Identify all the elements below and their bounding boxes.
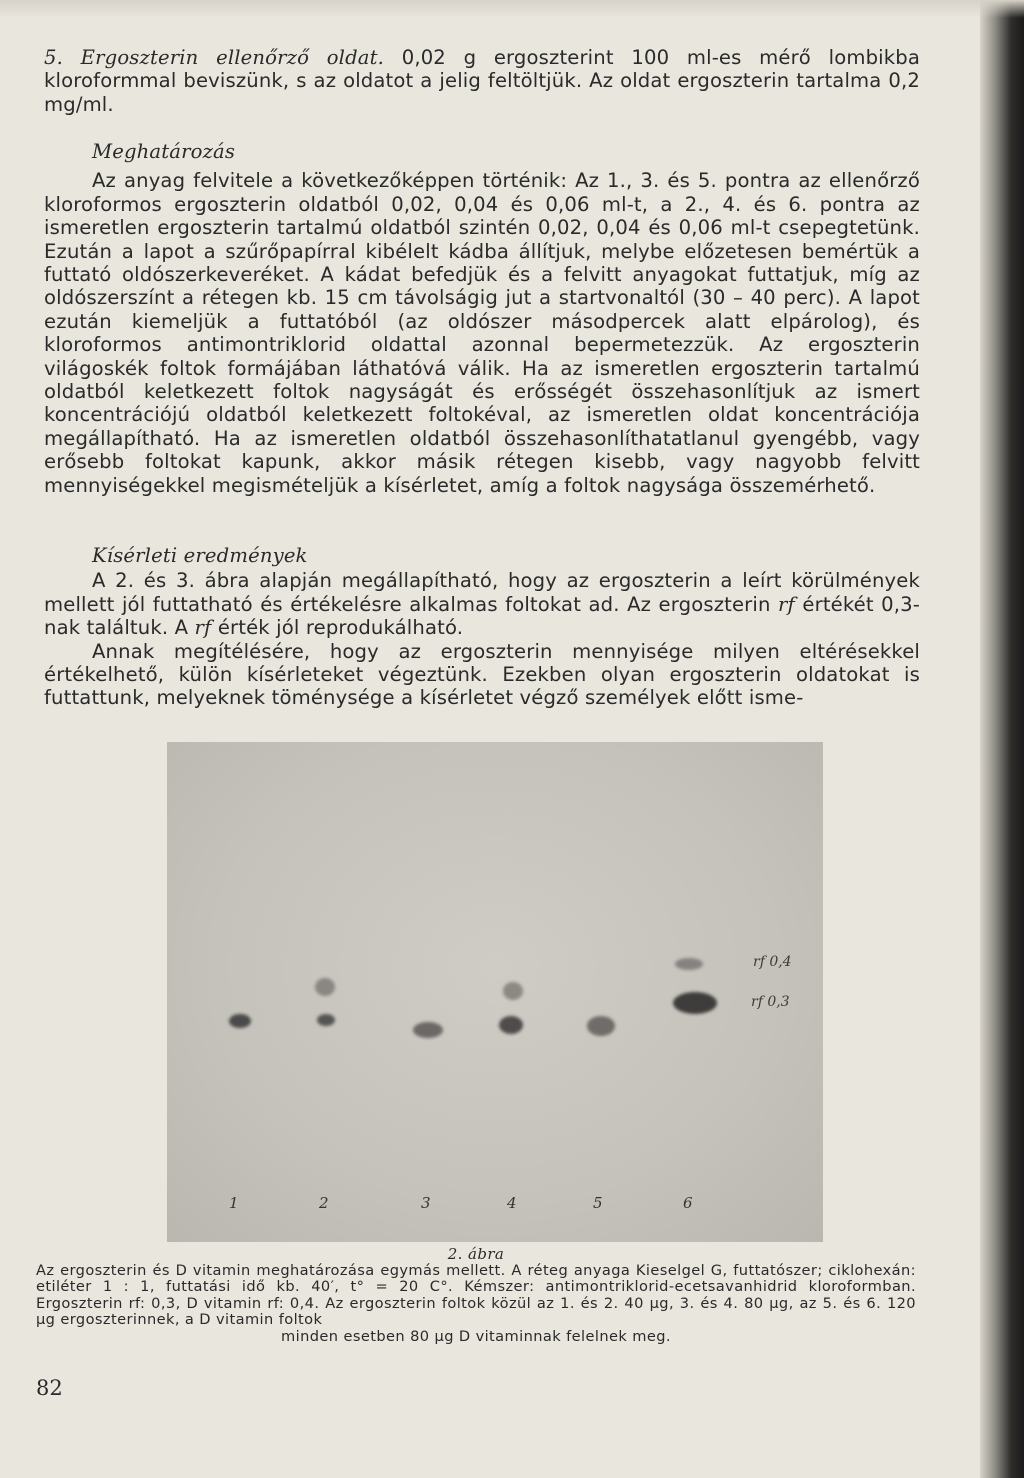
determination-paragraph: Az anyag felvitele a következőképpen történik: Az 1., 3. és 5. pontra az ellenőrző kloroformos ergoszterin oldatból 0,02, 0,04 és 0,06 ml-t, a 2., 4. és 6. pontra az ismeretlen ergoszterin tartalmú oldatból szintén 0,02, 0,04 és 0,06 ml-t csepegtetünk. Ezután a lapot a szűrőpapírral kibélelt kádba állítjuk, melybe előzetesen bemértük a futtató oldószerkeveréket. A kádat befedjük és a felvitt anyagokat futtatjuk, míg az oldószerszínt a rétegen kb. 15 cm távolságig jut a startvonaltól (30 – 40 perc). A lapot ezután kiemeljük a futtatóból (az oldószer másodpercek alatt elpárolog), és kloroformos antimontriklorid oldattal azonnal bepermetezzük. Az ergoszterin világoskék foltok formájában láthatóvá válik. Ha az ismeretlen ergoszterin tartalmú oldatból keletkezett foltok nagyságát és erősségét összehasonlítjuk az ismert koncentrációjú oldatból keletkezett foltokéval, az ismeretlen oldat koncentrációja megállapítható. Ha az ismeretlen oldatból összehasonlíthatatlanul gyengébb, vagy erősebb foltokat kapunk, akkor másik rétegen kisebb, vagy nagyobb felvitt mennyiségekkel megismételjük a kísérletet, amíg a foltok nagysága összemérhető.	[44, 169, 920, 497]
tlc-plate-photo	[167, 742, 823, 1242]
results-heading: Kísérleti eredmények	[92, 544, 308, 567]
spot-lane-5-ergosterol	[587, 1016, 615, 1036]
page-top-shade	[0, 0, 1024, 18]
book-spine-shadow	[980, 0, 1024, 1478]
spot-lane-4-vitamin-d	[503, 982, 523, 1000]
page-number: 82	[36, 1376, 63, 1400]
lane-label: 3	[421, 1194, 431, 1212]
rf-label-0-4: rf 0,4	[753, 954, 792, 970]
spot-lane-3-ergosterol	[413, 1022, 443, 1038]
results-paragraph-1	[44, 569, 920, 639]
rf-symbol: rf	[194, 616, 212, 640]
figure-caption-body: Az ergoszterin és D vitamin meghatározása egymás mellett. A réteg anyaga Kieselgel G, futtatószer; ciklohexán: etiléter 1 : 1, futtatási idő kb. 40′, t° = 20 C°. Kémszer: antimontriklorid-ecetsavanhidrid kloroformban. Ergoszterin rf: 0,3, D vitamin rf: 0,4. Az ergoszterin foltok közül az 1. és 2. 40 μg, 3. és 4. 80 μg, az 5. és 6. 120 μg ergoszterinnek, a D vitamin foltok	[36, 1261, 916, 1328]
results-p1-a: A 2. és 3. ábra alapján megállapítható, hogy az ergoszterin a leírt körülmények mellett jól futtatható és értékelésre alkalmas foltokat ad. Az ergoszterin	[44, 569, 920, 616]
lane-label: 4	[507, 1194, 517, 1212]
determination-heading: Meghatározás	[92, 140, 236, 163]
rf-label-0-3: rf 0,3	[751, 994, 790, 1010]
spot-lane-4-ergosterol	[499, 1016, 523, 1034]
spot-lane-1-ergosterol	[229, 1014, 251, 1028]
spot-lane-2-vitamin-d	[315, 978, 335, 996]
spot-lane-2-ergosterol	[317, 1014, 335, 1026]
results-p1-b: értékét 0,3-nak találtuk. A	[44, 592, 921, 640]
determination-section	[44, 140, 920, 497]
lane-label: 1	[229, 1194, 239, 1212]
lane-label: 5	[593, 1194, 603, 1212]
results-section	[44, 544, 920, 710]
figure-caption	[36, 1246, 916, 1345]
rf-symbol: rf	[778, 592, 795, 616]
results-p1-c: érték jól reprodukálható.	[211, 616, 464, 640]
figure-caption-title: 2. ábra	[447, 1245, 505, 1263]
lane-label: 2	[319, 1194, 329, 1212]
results-paragraph-2: Annak megítélésére, hogy az ergoszterin mennyisége milyen eltérésekkel értékelhető, külön kísérleteket végeztünk. Ezekben olyan ergoszterin oldatokat is futtattunk, melyeknek töménysége a kísérletet végző személyek előtt isme-	[44, 639, 920, 710]
section-5-heading: 5. Ergoszterin ellenőrző oldat.	[44, 46, 385, 69]
figure-caption-last-line: minden esetben 80 μg D vitaminnak felelnek meg.	[281, 1327, 671, 1345]
section-5	[44, 46, 920, 116]
section-5-body: 0,02 g ergoszterint 100 ml-es mérő lombikba kloroformmal beviszünk, s az oldatot a jelig feltöltjük. Az oldat ergoszterin tartalma 0,2 mg/ml.	[44, 46, 920, 116]
lane-label: 6	[683, 1194, 693, 1212]
spot-lane-6-ergosterol	[673, 992, 717, 1014]
spot-lane-6-vitamin-d	[675, 958, 703, 970]
